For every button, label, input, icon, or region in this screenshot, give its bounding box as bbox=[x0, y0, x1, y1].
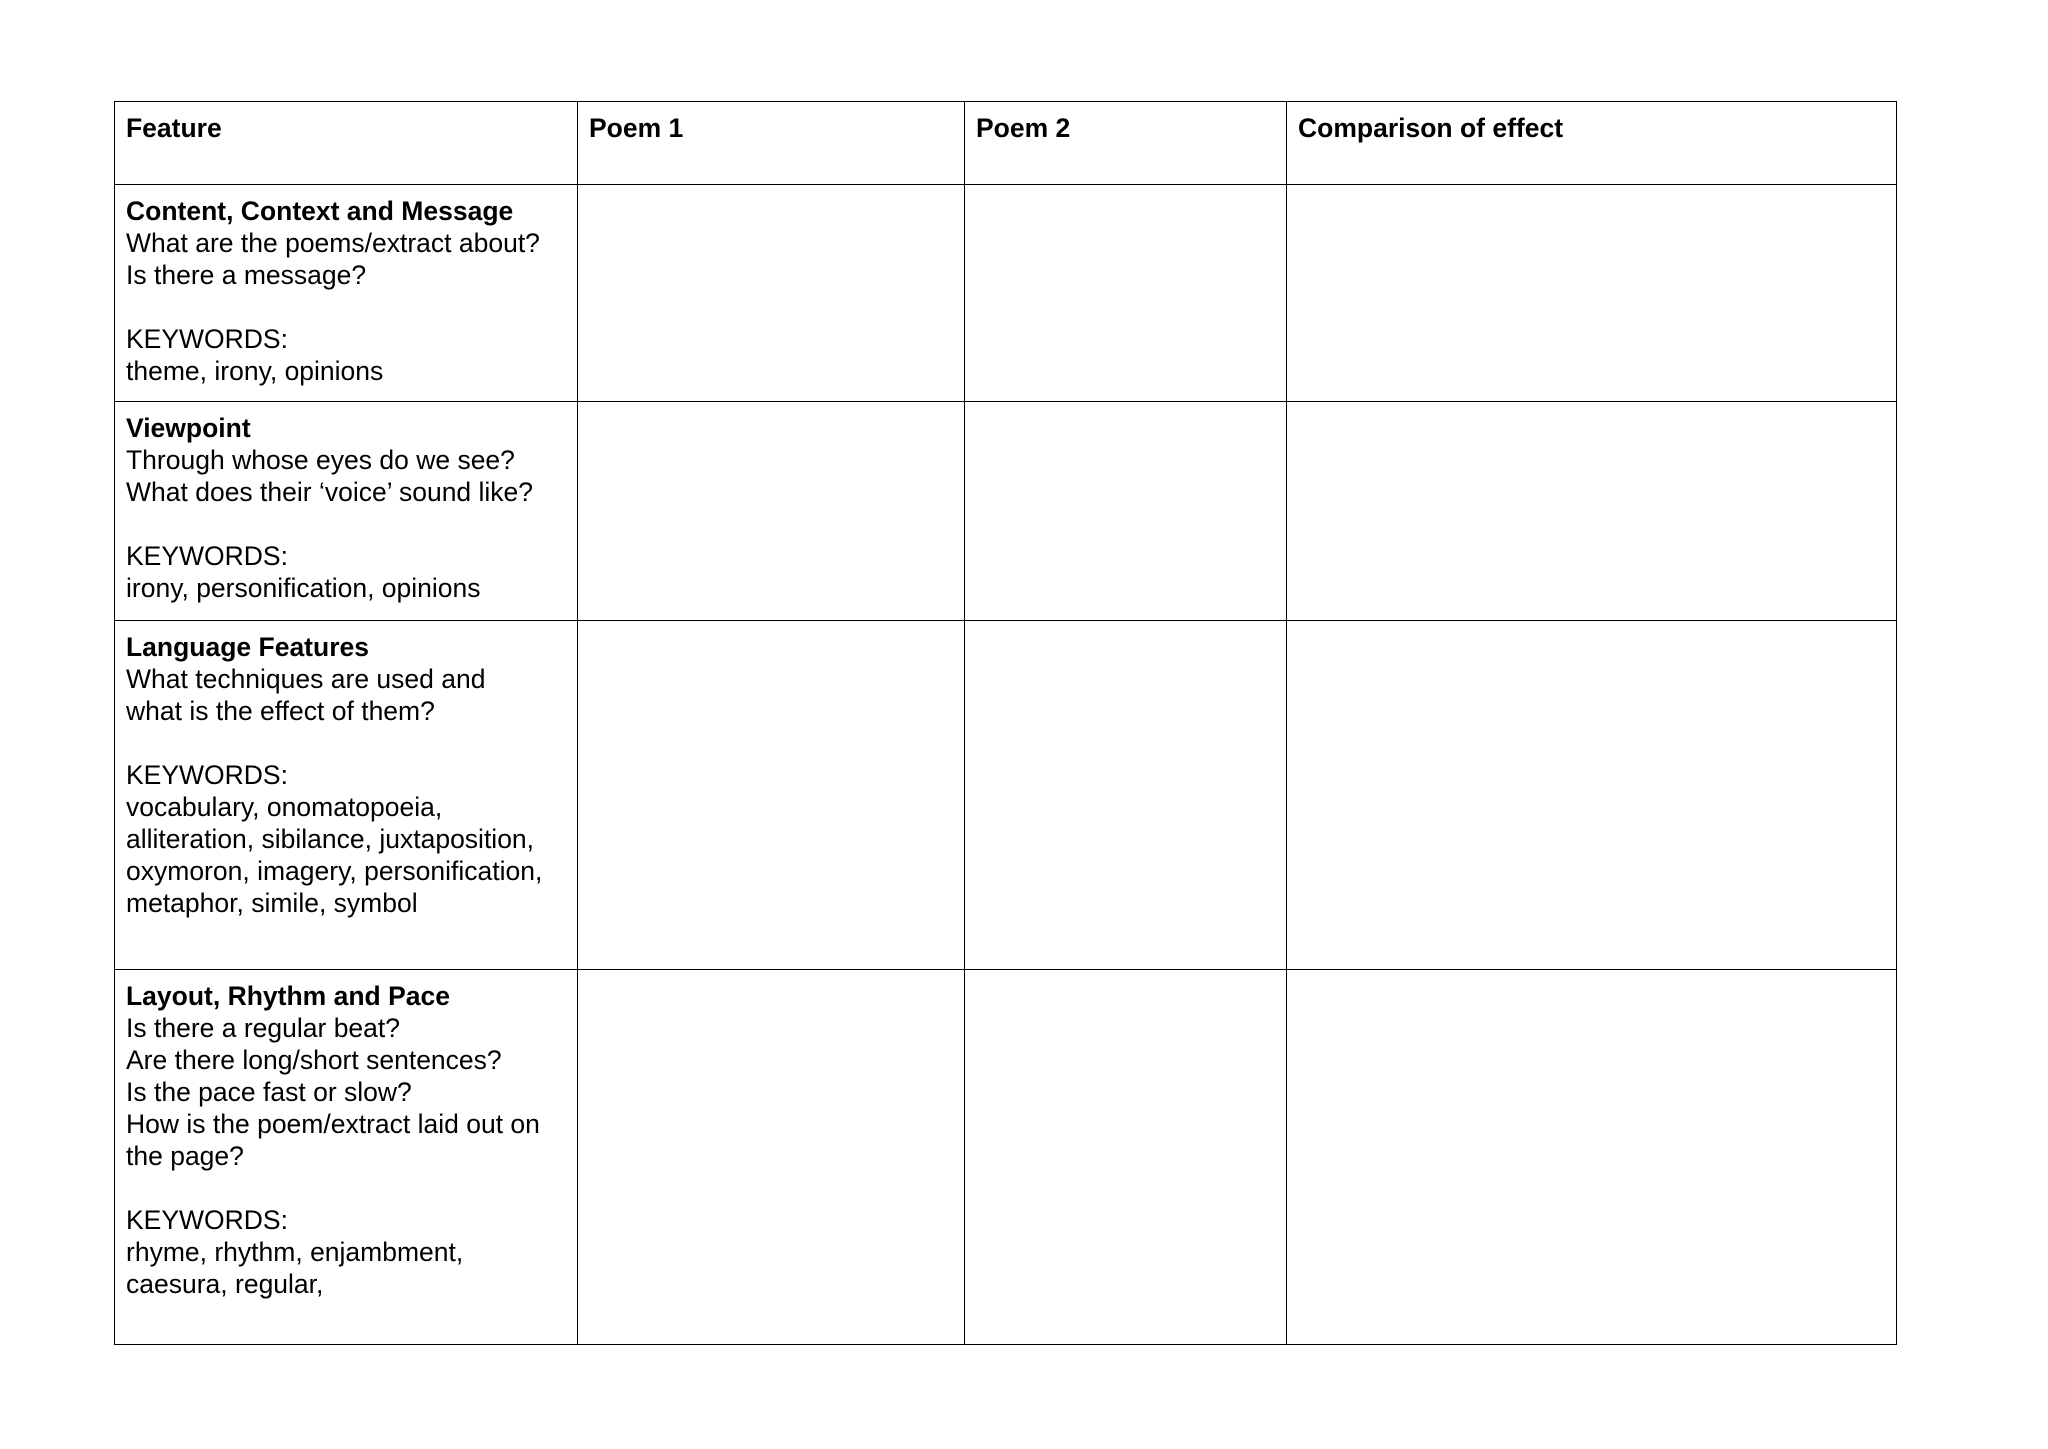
header-feature: Feature bbox=[115, 102, 578, 185]
table-row bbox=[115, 970, 1897, 1345]
header-poem-2: Poem 2 bbox=[965, 102, 1287, 185]
feature-question: What techniques are used and bbox=[126, 664, 486, 694]
feature-cell bbox=[115, 621, 578, 970]
feature-cell bbox=[115, 402, 578, 621]
keywords-list: alliteration, sibilance, juxtaposition, bbox=[126, 824, 535, 854]
feature-question: Is the pace fast or slow? bbox=[126, 1077, 412, 1107]
poem-2-cell[interactable] bbox=[965, 621, 1287, 970]
feature-question: the page? bbox=[126, 1141, 244, 1171]
poem-1-cell[interactable] bbox=[578, 621, 965, 970]
feature-question: what is the effect of them? bbox=[126, 696, 435, 726]
keywords-list: caesura, regular, bbox=[126, 1269, 324, 1299]
keywords-list: irony, personification, opinions bbox=[126, 573, 481, 603]
comparison-cell[interactable] bbox=[1287, 970, 1897, 1345]
feature-question: What are the poems/extract about? bbox=[126, 228, 540, 258]
comparison-cell[interactable] bbox=[1287, 402, 1897, 621]
feature-question: Is there a message? bbox=[126, 260, 367, 290]
poem-2-cell[interactable] bbox=[965, 402, 1287, 621]
feature-question: Are there long/short sentences? bbox=[126, 1045, 502, 1075]
keywords-list: rhyme, rhythm, enjambment, bbox=[126, 1237, 464, 1267]
feature-question: What does their ‘voice’ sound like? bbox=[126, 477, 534, 507]
keywords-label: KEYWORDS: bbox=[126, 541, 288, 571]
keywords-list: vocabulary, onomatopoeia, bbox=[126, 792, 443, 822]
keywords-label: KEYWORDS: bbox=[126, 1205, 288, 1235]
table-row bbox=[115, 185, 1897, 402]
feature-question: Through whose eyes do we see? bbox=[126, 445, 515, 475]
comparison-cell[interactable] bbox=[1287, 621, 1897, 970]
feature-title: Content, Context and Message bbox=[126, 196, 514, 226]
keywords-list: theme, irony, opinions bbox=[126, 356, 384, 386]
feature-question: Is there a regular beat? bbox=[126, 1013, 401, 1043]
poem-2-cell[interactable] bbox=[965, 970, 1287, 1345]
poem-1-cell[interactable] bbox=[578, 970, 965, 1345]
header-row bbox=[115, 102, 1897, 185]
table-row bbox=[115, 621, 1897, 970]
feature-title: Layout, Rhythm and Pace bbox=[126, 981, 450, 1011]
keywords-list: oxymoron, imagery, personification, bbox=[126, 856, 543, 886]
feature-title: Language Features bbox=[126, 632, 369, 662]
header-comparison: Comparison of effect bbox=[1287, 102, 1897, 185]
keywords-list: metaphor, simile, symbol bbox=[126, 888, 418, 918]
feature-question: How is the poem/extract laid out on bbox=[126, 1109, 540, 1139]
feature-cell bbox=[115, 970, 578, 1345]
keywords-label: KEYWORDS: bbox=[126, 324, 288, 354]
table-row bbox=[115, 402, 1897, 621]
poetry-comparison-table bbox=[114, 101, 1897, 1345]
poem-2-cell[interactable] bbox=[965, 185, 1287, 402]
header-poem-1: Poem 1 bbox=[578, 102, 965, 185]
poem-1-cell[interactable] bbox=[578, 402, 965, 621]
poem-1-cell[interactable] bbox=[578, 185, 965, 402]
feature-cell bbox=[115, 185, 578, 402]
comparison-cell[interactable] bbox=[1287, 185, 1897, 402]
feature-title: Viewpoint bbox=[126, 413, 251, 443]
keywords-label: KEYWORDS: bbox=[126, 760, 288, 790]
